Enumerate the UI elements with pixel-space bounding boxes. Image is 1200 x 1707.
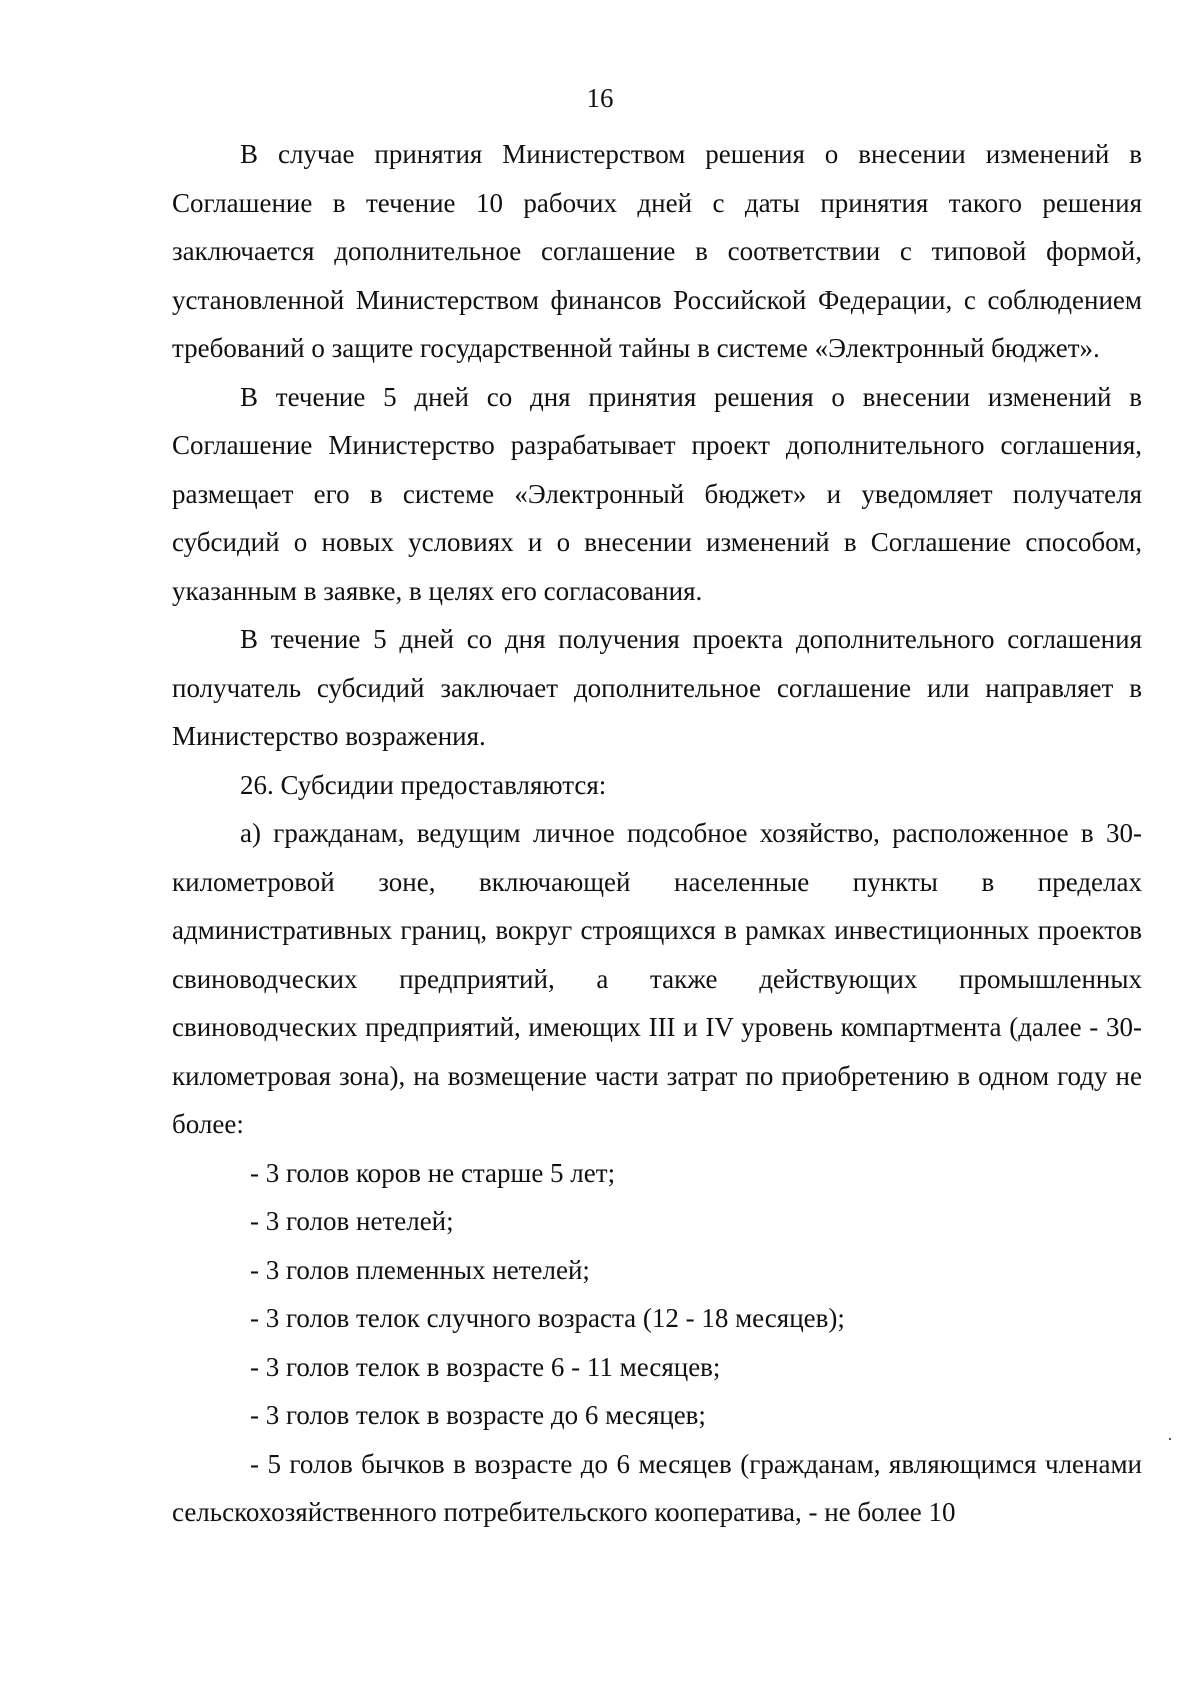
document-body [172,130,1142,1537]
page-number: 16 [586,83,614,113]
scan-speck [1169,1438,1171,1440]
paragraph-draft-agreement: В течение 5 дней со дня принятия решения о внесении изменений в Соглашение Министерство разрабатывает проект дополнительного соглашения, размещает его в системе «Электронный бюджет» и уведомляет получателя субсидий о новых условиях и о внесении изменений в Соглашение способом, указанным в заявке, в целях его согласования. [172,381,1142,606]
paragraph-agreement-changes: В случае принятия Министерством решения о внесении изменений в Соглашение в течение 10 рабочих дней с даты принятия такого решения заключается дополнительное соглашение в соответствии с типовой формой, установленной Министерством финансов Российской Федерации, с соблюдением требований о защите государственной тайны в системе «Электронный бюджет». [172,139,1142,363]
paragraph-item-a: а) гражданам, ведущим личное подсобное хозяйство, расположенное в 30-километровой зоне, включающей населенные пункты в пределах административных границ, вокруг строящихся в рамках инвестиционных проектов свиноводческих предприятий, а также действующих промышленных свиноводческих предприятий, имеющих III и IV уровень компартмента (далее - 30-километровая зона), на возмещение части затрат по приобретению в одном году не более: [172,818,1142,1139]
list-item: - 3 голов телок в возрасте до 6 месяцев; [250,1400,706,1430]
list-item: - 3 голов коров не старше 5 лет; [250,1157,616,1188]
list-item: - 3 голов телок случного возраста (12 - 18 месяцев); [250,1303,845,1333]
paragraph-recipient-response: В течение 5 дней со дня получения проекта дополнительного соглашения получатель субсидий заключает дополнительное соглашение или направляет в Министерство возражения. [172,624,1142,751]
list-item: - 3 голов племенных нетелей; [250,1254,590,1285]
list-item: - 3 голов нетелей; [250,1206,454,1236]
paragraph-section-26: 26. Субсидии предоставляются: [240,769,607,800]
list-item: - 5 голов бычков в возрасте до 6 месяцев (гражданам, являющимся членами сельскохозяйственного потребительского кооператива, - не более 10 [172,1448,1142,1527]
list-item: - 3 голов телок в возрасте 6 - 11 месяцев; [250,1351,721,1382]
